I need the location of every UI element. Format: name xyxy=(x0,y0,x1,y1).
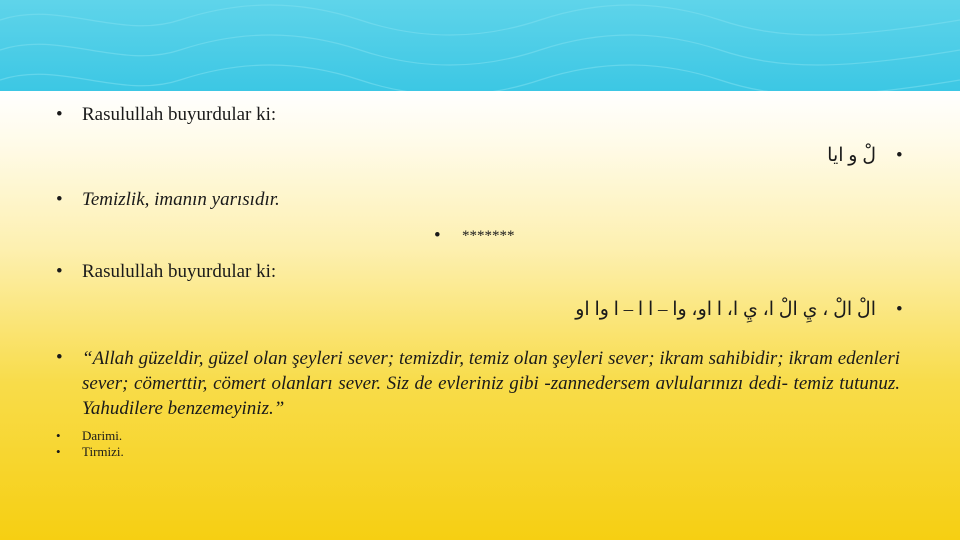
bullet: • xyxy=(56,261,63,282)
bullet: • xyxy=(896,145,903,166)
text-line-1: Rasulullah buyurdular ki: xyxy=(82,104,277,125)
bullet: • xyxy=(56,428,61,443)
arabic-line-2: الْ الْ ، يِ الْ ا، يِ ا، ا او، وا – ا ا – ا وا او xyxy=(575,299,876,320)
bullet: • xyxy=(56,347,63,368)
arabic-line-1: لْ و ايا xyxy=(827,145,876,166)
bullet: • xyxy=(896,299,903,320)
bullet: • xyxy=(434,225,441,246)
text-line-3: Rasulullah buyurdular ki: xyxy=(82,261,277,282)
text-line-2: Temizlik, imanın yarısıdır. xyxy=(82,189,280,210)
source-item: Tirmizi. xyxy=(82,444,124,459)
stars-placeholder: ******* xyxy=(462,228,515,244)
bullet: • xyxy=(56,444,61,459)
bullet: • xyxy=(56,189,63,210)
hadith-quote: “Allah güzeldir, güzel olan şeyleri sever; temizdir, temiz olan şeyleri sever; ikram sahibidir; ikram edenleri sever; cömerttir, cömert olanları sever. Siz de evleriniz gibi -zannedersem avlularınızı dedi- temiz tutunuz. Yahudilere benzemeyiniz.” xyxy=(82,348,900,419)
bullet: • xyxy=(56,104,63,125)
source-item: Darimi. xyxy=(82,428,123,443)
header-banner xyxy=(0,0,960,91)
banner-pattern xyxy=(0,0,960,91)
